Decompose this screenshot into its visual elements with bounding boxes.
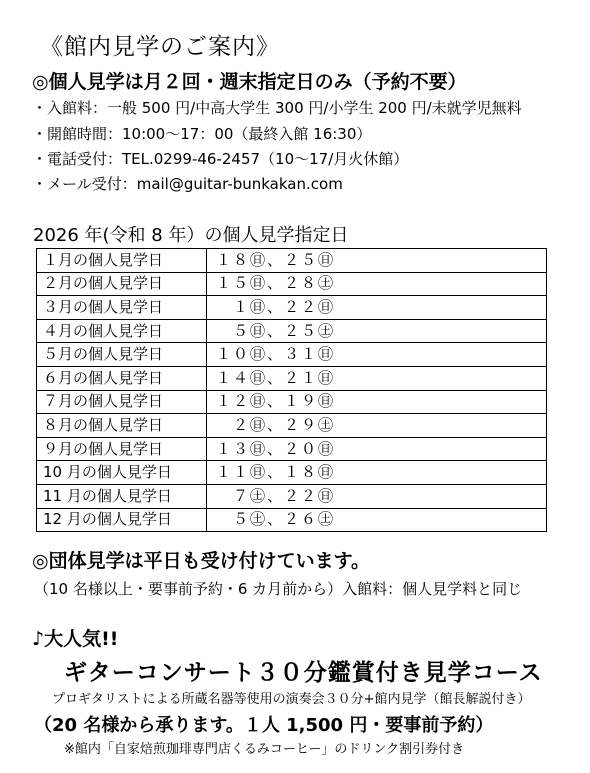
schedule-month: ３月の個人見学日 — [37, 296, 207, 320]
schedule-dates: １２㊐、１９㊐ — [207, 390, 547, 414]
schedule-row — [37, 366, 547, 390]
schedule-row — [37, 437, 547, 461]
schedule-row — [37, 484, 547, 508]
schedule-row — [37, 319, 547, 343]
schedule-month: ４月の個人見学日 — [37, 319, 207, 343]
mail-line: ・メール受付：mail@guitar-bunkakan.com — [32, 175, 343, 193]
group-visit-heading: ◎団体見学は平日も受け付けています。 — [32, 550, 371, 572]
schedule-dates: １㊐、２２㊐ — [207, 296, 547, 320]
schedule-month: ８月の個人見学日 — [37, 414, 207, 438]
schedule-row — [37, 390, 547, 414]
schedule-dates: ５㊏、２６㊏ — [207, 508, 547, 532]
phone-line: ・電話受付：TEL.0299-46-2457（10〜17/月火休館） — [32, 150, 409, 168]
schedule-month: ６月の個人見学日 — [37, 366, 207, 390]
schedule-row — [37, 508, 547, 532]
schedule-dates: １４㊐、２１㊐ — [207, 366, 547, 390]
schedule-month: 12 月の個人見学日 — [37, 508, 207, 532]
course-title: ギターコンサート３０分鑑賞付き見学コース — [64, 660, 543, 686]
schedule-row — [37, 249, 547, 273]
schedule-dates: １８㊐、２５㊐ — [207, 249, 547, 273]
schedule-dates: １１㊐、１８㊐ — [207, 461, 547, 485]
schedule-month: ７月の個人見学日 — [37, 390, 207, 414]
page-title: 《館内見学のご案内》 — [40, 34, 280, 60]
schedule-dates: １０㊐、３１㊐ — [207, 343, 547, 367]
schedule-heading: 2026 年(令和 8 年）の個人見学指定日 — [33, 225, 349, 246]
schedule-table — [36, 248, 547, 532]
schedule-dates: １５㊐、２８㊏ — [207, 272, 547, 296]
schedule-row — [37, 343, 547, 367]
schedule-dates: １３㊐、２０㊐ — [207, 437, 547, 461]
schedule-dates: ７㊏、２２㊐ — [207, 484, 547, 508]
schedule-month: ５月の個人見学日 — [37, 343, 207, 367]
individual-visit-heading: ◎個人見学は月２回・週末指定日のみ（予約不要） — [32, 71, 467, 93]
schedule-dates: ５㊐、２５㊏ — [207, 319, 547, 343]
admission-fee-line: ・入館料：一般 500 円/中高大学生 300 円/小学生 200 円/未就学児無料 — [32, 99, 522, 117]
group-visit-note: （10 名様以上・要事前予約・6 カ月前から）入館料：個人見学料と同じ — [34, 580, 523, 598]
schedule-month: ９月の個人見学日 — [37, 437, 207, 461]
course-description: プロギタリストによる所蔵名器等使用の演奏会３０分+館内見学（館長解説付き） — [52, 692, 531, 707]
schedule-dates: ２㊐、２９㊏ — [207, 414, 547, 438]
schedule-row — [37, 272, 547, 296]
course-price: （20 名様から承ります。１人 1,500 円・要事前予約） — [34, 715, 494, 736]
schedule-month: 10 月の個人見学日 — [37, 461, 207, 485]
schedule-month: 11 月の個人見学日 — [37, 484, 207, 508]
schedule-row — [37, 296, 547, 320]
opening-hours-line: ・開館時間：10:00〜17：00（最終入館 16:30） — [32, 125, 372, 143]
schedule-month: １月の個人見学日 — [37, 249, 207, 273]
course-coupon-note: ※館内「自家焙煎珈琲専門店くるみコーヒー」のドリンク割引券付き — [64, 742, 465, 757]
schedule-row — [37, 414, 547, 438]
popular-label: ♪大人気!! — [32, 628, 119, 650]
schedule-row — [37, 461, 547, 485]
schedule-month: ２月の個人見学日 — [37, 272, 207, 296]
